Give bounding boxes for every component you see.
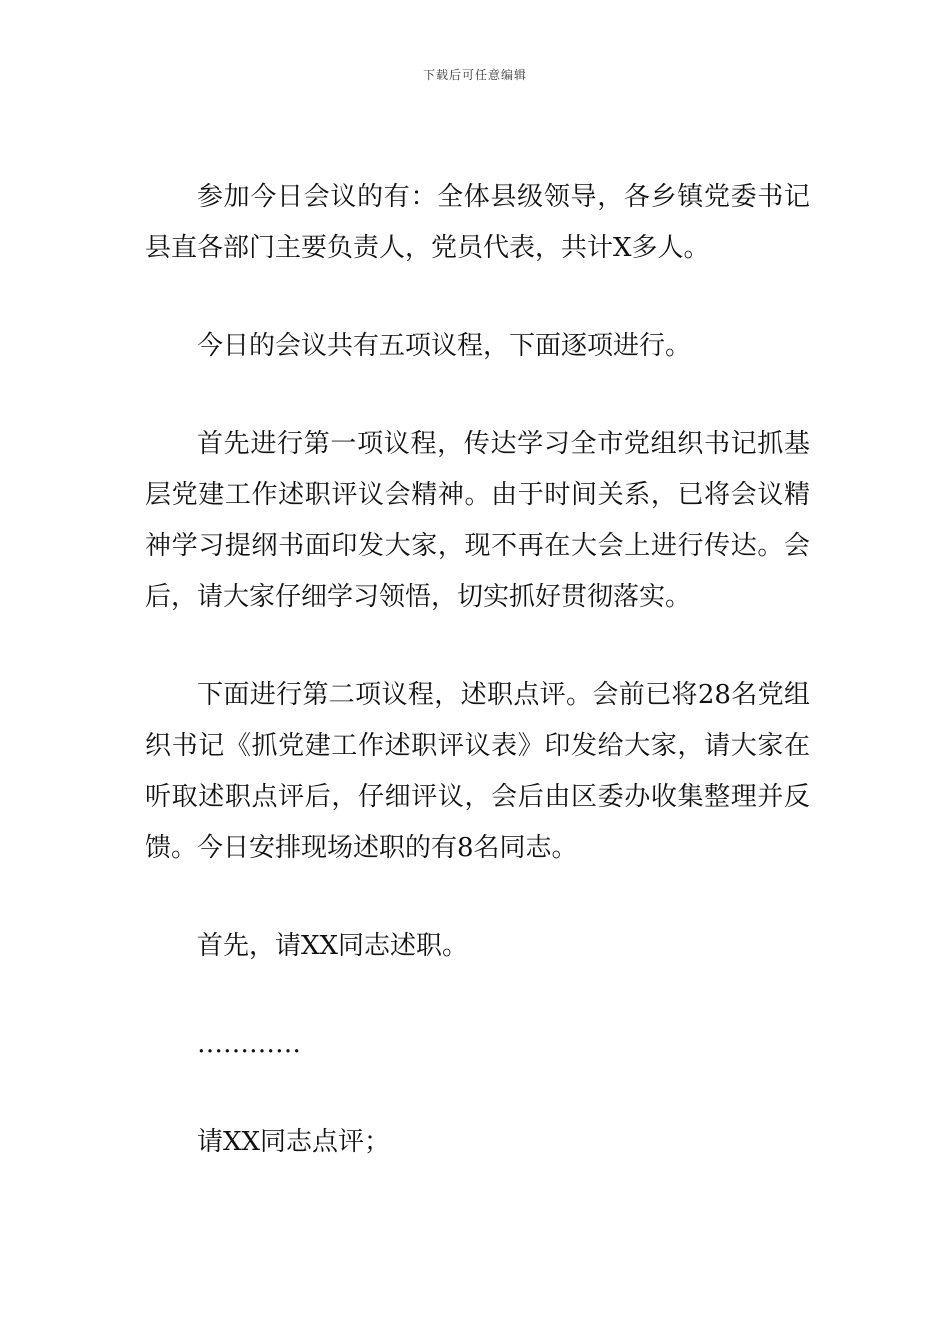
paragraph-first-speaker: 首先，请XX同志述职。 — [197, 931, 469, 961]
paragraph-comment-request: 请XX同志点评； — [197, 1127, 391, 1157]
page-header: 下载后可任意编辑 — [422, 68, 527, 82]
document-body — [145, 172, 810, 1215]
paragraph-ellipsis: ………… — [197, 1029, 301, 1059]
paragraph-agenda-item-one: 首先进行第一项议程，传达学习全市党组织书记抓基层党建工作述职评议会精神。由于时间关系，已将会议精神学习提纲书面印发大家，现不再在大会上进行传达。会后，请大家仔细学习领悟，切实抓好贯彻落实。 — [145, 429, 810, 612]
paragraph-agenda-item-two: 下面进行第二项议程，述职点评。会前已将28名党组织书记《抓党建工作述职评议表》印发给大家，请大家在听取述职点评后，仔细评议，会后由区委办收集整理并反馈。今日安排现场述职的有8名同志。 — [145, 680, 810, 863]
paragraph-attendees: 参加今日会议的有：全体县级领导，各乡镇党委书记县直各部门主要负责人，党员代表，共计X多人。 — [145, 182, 810, 263]
paragraph-agenda-overview: 今日的会议共有五项议程，下面逐项进行。 — [197, 331, 692, 361]
